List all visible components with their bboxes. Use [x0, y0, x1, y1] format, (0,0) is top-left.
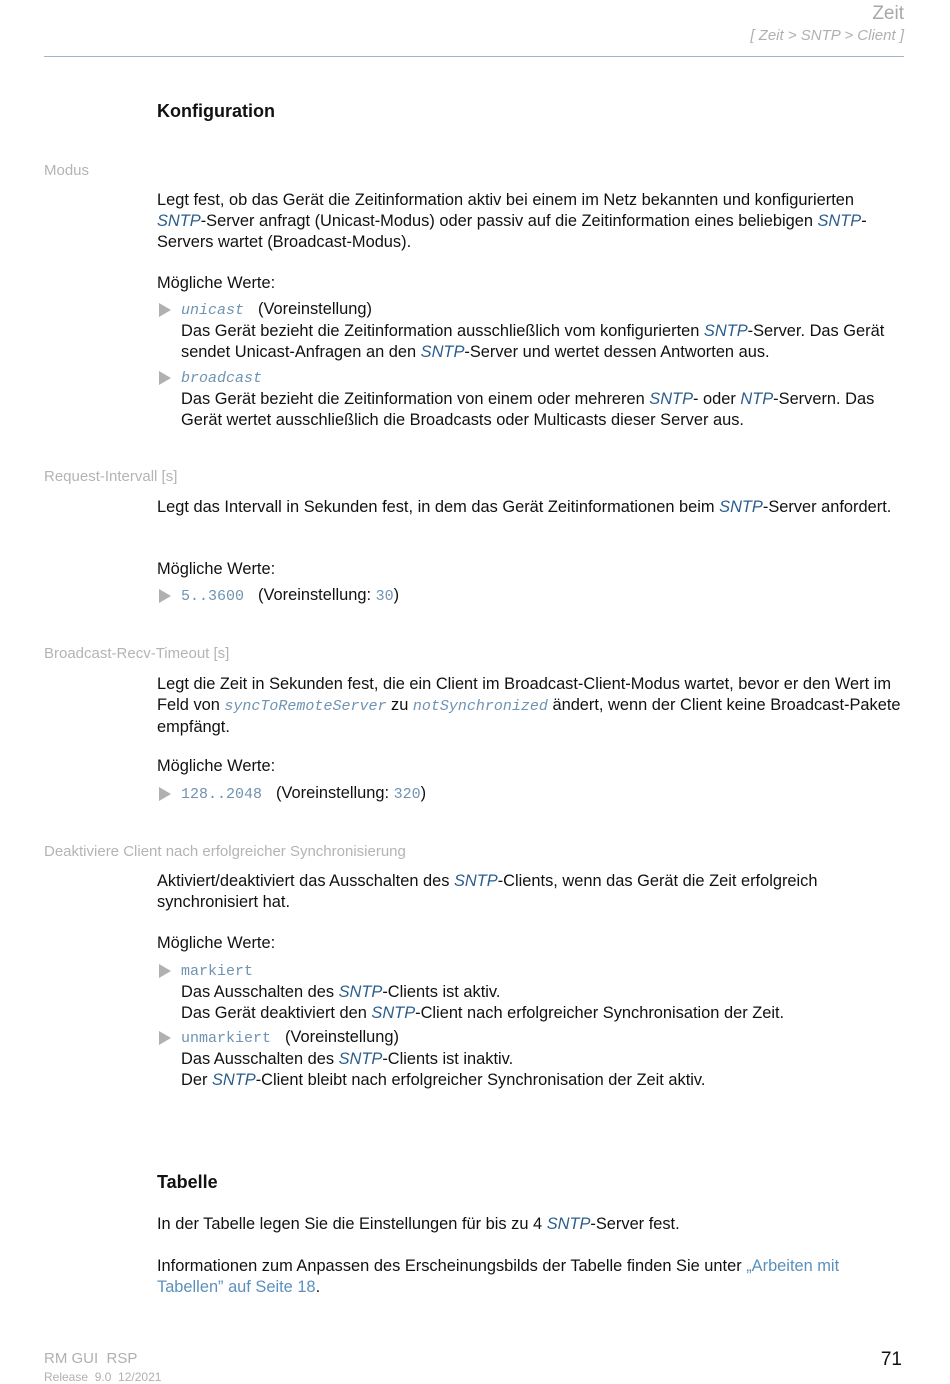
broadcast-timeout-desc-2: zu	[386, 696, 413, 714]
default-prefix: (Voreinstellung:	[276, 784, 394, 802]
range-max: 2048	[226, 786, 263, 803]
bullet-triangle-icon	[159, 787, 171, 801]
broadcast-timeout-values-label: Mögliche Werte:	[157, 757, 276, 775]
heading-konfiguration: Konfiguration	[157, 101, 275, 121]
markiert-line2b: -Client nach erfolgreicher Synchronisation der Zeit.	[415, 1004, 785, 1022]
unmarkiert-body	[181, 1027, 905, 1091]
table-p1-b: -Server fest.	[590, 1215, 680, 1233]
unmarkiert-default: (Voreinstellung)	[285, 1028, 399, 1046]
modus-desc-part1: Legt fest, ob das Gerät die Zeitinformation aktiv bei einem im Netz bekannten und konfigurierten	[157, 191, 854, 209]
unicast-desc-3: -Server und wertet dessen Antworten aus.	[464, 343, 770, 361]
table-paragraph-2	[157, 1256, 905, 1298]
broadcast-timeout-description	[157, 674, 905, 738]
list-item-request-interval-range	[157, 585, 905, 607]
table-p2-b: .	[315, 1278, 321, 1296]
broadcast-body	[181, 367, 905, 431]
table-p2-a: Informationen zum Anpassen des Erscheinungsbilds der Tabelle finden Sie unter	[157, 1257, 747, 1275]
label-modus: Modus	[44, 162, 90, 179]
sntp-term: SNTP	[420, 343, 465, 361]
bullet-triangle-icon	[159, 371, 171, 385]
sntp-term: SNTP	[454, 872, 498, 890]
page-header-title: Zeit	[872, 3, 904, 24]
markiert-line1b: -Clients ist aktiv.	[382, 983, 501, 1001]
unicast-desc-2: -Server. Das Gerät sendet Unicast-Anfragen an den	[181, 322, 885, 361]
sntp-term: SNTP	[211, 1071, 256, 1089]
code-not-synchronized: notSynchronized	[412, 698, 548, 715]
page-breadcrumb: [ Zeit > SNTP > Client ]	[750, 27, 904, 44]
broadcast-timeout-desc-1: Legt die Zeit in Sekunden fest, die ein Client im Broadcast-Client-Modus wartet, bevor er den Wert im Feld von	[157, 675, 891, 714]
range-separator: ..	[208, 786, 227, 803]
header-divider	[44, 56, 904, 57]
sntp-term: SNTP	[338, 983, 383, 1001]
sntp-term: SNTP	[817, 212, 862, 230]
unmarkiert-value: unmarkiert	[181, 1030, 272, 1047]
sntp-term: SNTP	[703, 322, 748, 340]
label-deactivate-client: Deaktiviere Client nach erfolgreicher Synchronisierung	[44, 843, 406, 860]
markiert-value: markiert	[181, 963, 254, 980]
sntp-term: SNTP	[546, 1215, 591, 1233]
list-item-unmarkiert	[157, 1027, 905, 1091]
default-value: 30	[375, 588, 394, 605]
default-value: 320	[393, 786, 421, 803]
broadcast-timeout-range-body	[181, 783, 905, 805]
table-paragraph-1	[157, 1214, 905, 1235]
unmarkiert-line1b: -Clients ist inaktiv.	[382, 1050, 514, 1068]
request-interval-description	[157, 497, 905, 518]
markiert-line2a: Das Gerät deaktiviert den	[181, 1004, 372, 1022]
broadcast-desc-3: -Servern. Das Gerät wertet ausschließlich die Broadcasts oder Multicasts dieser Server aus.	[181, 390, 875, 429]
request-interval-desc-2: -Server anfordert.	[762, 498, 892, 516]
link-arbeiten-mit-tabellen[interactable]: „Arbeiten mit Tabellen” auf Seite 18	[157, 1257, 840, 1296]
deactivate-values-label: Mögliche Werte:	[157, 934, 276, 952]
unmarkiert-line2a: Der	[181, 1071, 212, 1089]
deactivate-description	[157, 871, 905, 913]
deactivate-desc-1: Aktiviert/deaktiviert das Ausschalten des	[157, 872, 454, 890]
list-item-unicast	[157, 299, 905, 363]
modus-desc-part3: -Servers wartet (Broadcast-Modus).	[157, 212, 867, 251]
list-item-broadcast-timeout-range	[157, 783, 905, 805]
unmarkiert-line2b: -Client bleibt nach erfolgreicher Synchronisation der Zeit aktiv.	[255, 1071, 706, 1089]
modus-desc-part2: -Server anfragt (Unicast-Modus) oder passiv auf die Zeitinformation eines beliebigen	[200, 212, 818, 230]
markiert-line1a: Das Ausschalten des	[181, 983, 339, 1001]
sntp-term: SNTP	[649, 390, 693, 408]
range-separator: ..	[190, 588, 209, 605]
bullet-triangle-icon	[159, 303, 171, 317]
footer-release: Release 9.0 12/2021	[44, 1370, 162, 1384]
unicast-body	[181, 299, 905, 363]
broadcast-desc-1: Das Gerät bezieht die Zeitinformation von einem oder mehreren	[181, 390, 650, 408]
list-item-broadcast	[157, 367, 905, 431]
label-request-interval: Request-Intervall [s]	[44, 468, 178, 485]
sntp-term: SNTP	[157, 212, 201, 230]
request-interval-values-label: Mögliche Werte:	[157, 560, 276, 578]
unicast-value: unicast	[181, 302, 245, 319]
code-sync-to-remote-server: syncToRemoteServer	[224, 698, 387, 715]
bullet-triangle-icon	[159, 1031, 171, 1045]
broadcast-value: broadcast	[181, 370, 263, 387]
bullet-triangle-icon	[159, 964, 171, 978]
modus-description	[157, 190, 905, 253]
request-interval-range-body	[181, 585, 905, 607]
range-max: 3600	[208, 588, 245, 605]
heading-tabelle: Tabelle	[157, 1172, 218, 1192]
sntp-term: SNTP	[719, 498, 763, 516]
unicast-default: (Voreinstellung)	[258, 300, 372, 318]
unmarkiert-line1a: Das Ausschalten des	[181, 1050, 339, 1068]
default-suffix: )	[420, 784, 427, 802]
broadcast-desc-2: - oder	[693, 390, 741, 408]
bullet-triangle-icon	[159, 589, 171, 603]
label-broadcast-timeout: Broadcast-Recv-Timeout [s]	[44, 645, 230, 662]
broadcast-timeout-desc-3: ändert, wenn der Client keine Broadcast-Pakete empfängt.	[157, 696, 901, 736]
request-interval-desc-1: Legt das Intervall in Sekunden fest, in dem das Gerät Zeitinformationen beim	[157, 498, 720, 516]
range-min: 128	[181, 786, 209, 803]
sntp-term: SNTP	[338, 1050, 383, 1068]
ntp-term: NTP	[740, 390, 774, 408]
modus-values-label: Mögliche Werte:	[157, 274, 276, 292]
range-min: 5	[181, 588, 191, 605]
markiert-body	[181, 960, 905, 1024]
default-suffix: )	[393, 586, 400, 604]
footer-product: RM GUI RSP	[44, 1350, 138, 1367]
default-prefix: (Voreinstellung:	[258, 586, 376, 604]
page-number: 71	[880, 1349, 902, 1370]
table-p1-a: In der Tabelle legen Sie die Einstellungen für bis zu 4	[157, 1215, 547, 1233]
unicast-desc-1: Das Gerät bezieht die Zeitinformation ausschließlich vom konfigurierten	[181, 322, 704, 340]
deactivate-desc-2: -Clients, wenn das Gerät die Zeit erfolgreich synchronisiert hat.	[157, 872, 818, 911]
list-item-markiert	[157, 960, 905, 1024]
sntp-term: SNTP	[371, 1004, 416, 1022]
